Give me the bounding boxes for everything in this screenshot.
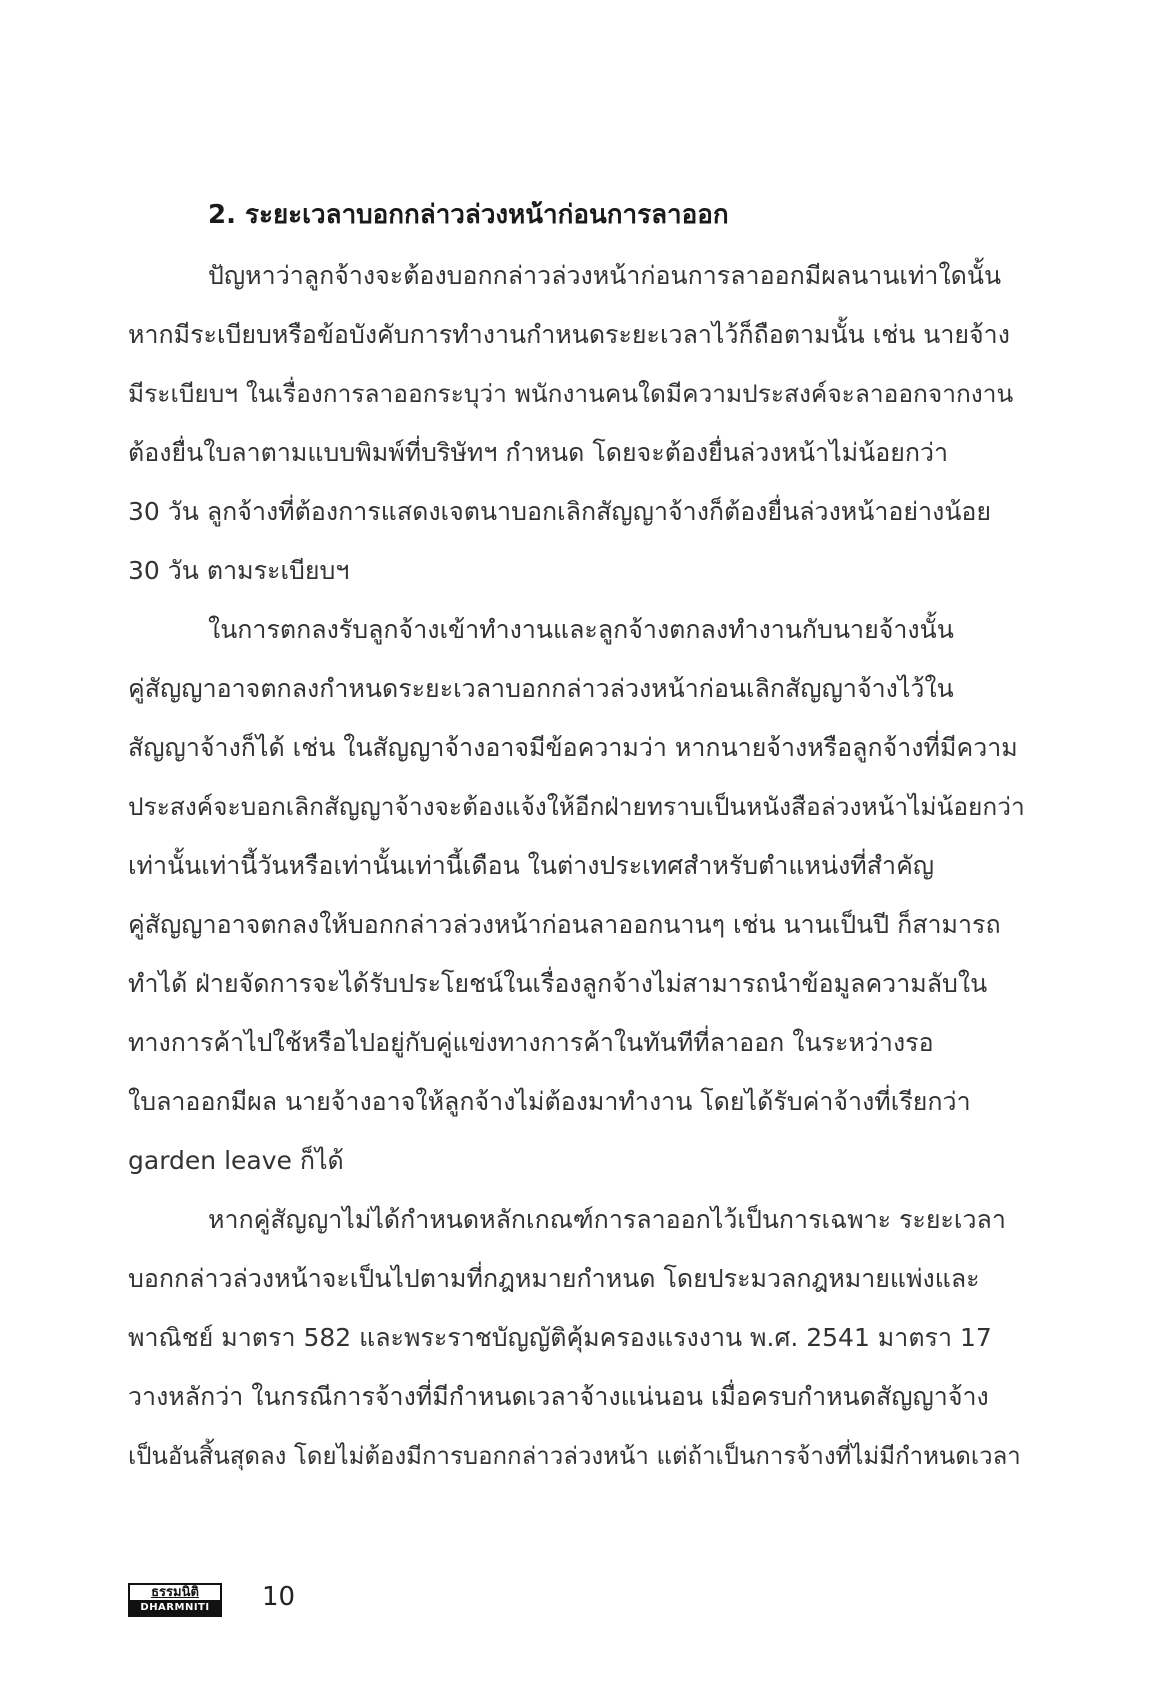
paragraph-line: สัญญาจ้างก็ได้ เช่น ในสัญญาจ้างอาจมีข้อความว่า หากนายจ้างหรือลูกจ้างที่มีความ bbox=[128, 733, 1018, 762]
paragraph-line: ใบลาออกมีผล นายจ้างอาจให้ลูกจ้างไม่ต้องมาทำงาน โดยได้รับค่าจ้างที่เรียกว่า bbox=[128, 1087, 971, 1116]
logo-thai-text: ธรรมนิติ bbox=[130, 1585, 220, 1600]
paragraph-line: หากคู่สัญญาไม่ได้กำหนดหลักเกณฑ์การลาออกไว้เป็นการเฉพาะ ระยะเวลา bbox=[208, 1205, 1006, 1234]
paragraph-line: ปัญหาว่าลูกจ้างจะต้องบอกกล่าวล่วงหน้าก่อนการลาออกมีผลนานเท่าใดนั้น bbox=[208, 261, 1002, 290]
paragraph-line: บอกกล่าวล่วงหน้าจะเป็นไปตามที่กฎหมายกำหนด โดยประมวลกฎหมายแพ่งและ bbox=[128, 1264, 980, 1293]
paragraph-line: คู่สัญญาอาจตกลงให้บอกกล่าวล่วงหน้าก่อนลาออกนานๆ เช่น นานเป็นปี ก็สามารถ bbox=[128, 910, 1001, 939]
paragraph-line: ในการตกลงรับลูกจ้างเข้าทำงานและลูกจ้างตกลงทำงานกับนายจ้างนั้น bbox=[208, 615, 954, 644]
paragraph-line: เท่านั้นเท่านี้วันหรือเท่านั้นเท่านี้เดือน ในต่างประเทศสำหรับตำแหน่งที่สำคัญ bbox=[128, 851, 935, 880]
paragraph-line: วางหลักว่า ในกรณีการจ้างที่มีกำหนดเวลาจ้างแน่นอน เมื่อครบกำหนดสัญญาจ้าง bbox=[128, 1382, 989, 1411]
paragraph-line: หากมีระเบียบหรือข้อบังคับการทำงานกำหนดระยะเวลาไว้ก็ถือตามนั้น เช่น นายจ้าง bbox=[128, 320, 1010, 349]
paragraph-line: ต้องยื่นใบลาตามแบบพิมพ์ที่บริษัทฯ กำหนด โดยจะต้องยื่นล่วงหน้าไม่น้อยกว่า bbox=[128, 438, 949, 467]
paragraph-line: garden leave ก็ได้ bbox=[128, 1146, 344, 1175]
publisher-logo bbox=[128, 1583, 222, 1617]
logo-english-text: DHARMNITI bbox=[130, 1600, 220, 1615]
paragraph-line: ทางการค้าไปใช้หรือไปอยู่กับคู่แข่งทางการค้าในทันทีที่ลาออก ในระหว่างรอ bbox=[128, 1028, 934, 1057]
page-number: 10 bbox=[262, 1582, 296, 1612]
paragraph-line: ประสงค์จะบอกเลิกสัญญาจ้างจะต้องแจ้งให้อีกฝ่ายทราบเป็นหนังสือล่วงหน้าไม่น้อยกว่า bbox=[128, 792, 1025, 821]
paragraph-line: เป็นอันสิ้นสุดลง โดยไม่ต้องมีการบอกกล่าวล่วงหน้า แต่ถ้าเป็นการจ้างที่ไม่มีกำหนดเวลา bbox=[128, 1442, 1021, 1470]
paragraph-line: 30 วัน ลูกจ้างที่ต้องการแสดงเจตนาบอกเลิกสัญญาจ้างก็ต้องยื่นล่วงหน้าอย่างน้อย bbox=[128, 497, 992, 526]
paragraph-line: 30 วัน ตามระเบียบฯ bbox=[128, 556, 350, 585]
paragraph-line: ทำได้ ฝ่ายจัดการจะได้รับประโยชน์ในเรื่องลูกจ้างไม่สามารถนำข้อมูลความลับใน bbox=[128, 969, 988, 998]
paragraph-line: พาณิชย์ มาตรา 582 และพระราชบัญญัติคุ้มครองแรงงาน พ.ศ. 2541 มาตรา 17 bbox=[128, 1323, 992, 1352]
paragraph-line: มีระเบียบฯ ในเรื่องการลาออกระบุว่า พนักงานคนใดมีความประสงค์จะลาออกจากงาน bbox=[128, 379, 1014, 408]
paragraph-line: คู่สัญญาอาจตกลงกำหนดระยะเวลาบอกกล่าวล่วงหน้าก่อนเลิกสัญญาจ้างไว้ใน bbox=[128, 674, 954, 703]
section-heading: 2. ระยะเวลาบอกกล่าวล่วงหน้าก่อนการลาออก bbox=[208, 200, 729, 230]
